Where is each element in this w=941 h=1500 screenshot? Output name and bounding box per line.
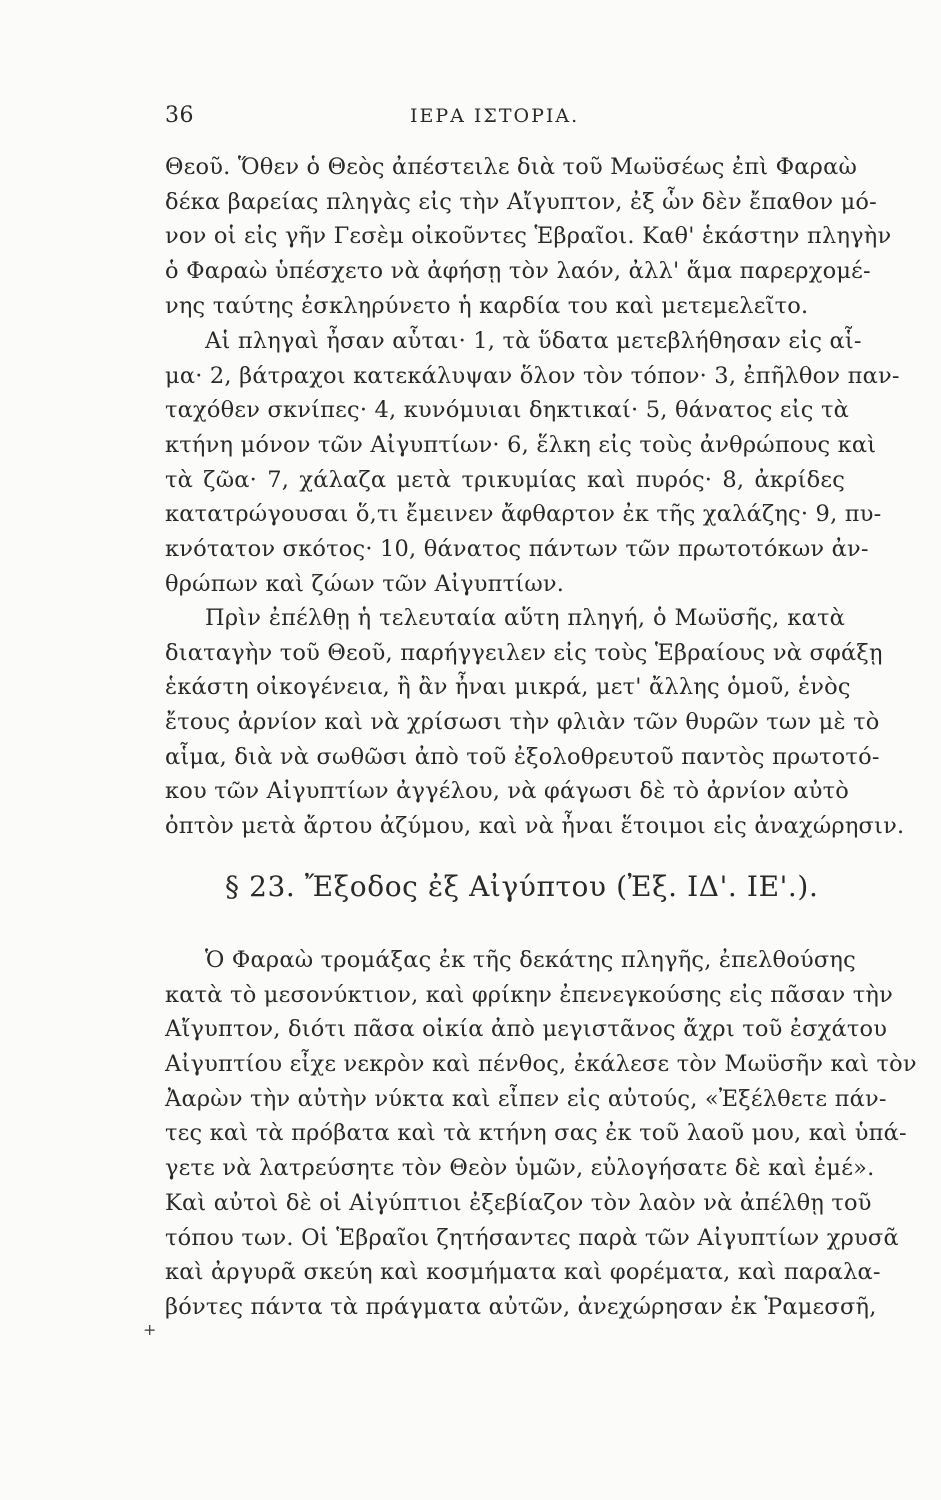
text-line: ὀπτὸν μετὰ ἄρτου ἀζύμου, καὶ νὰ ἦναι ἕτοιμοι εἰς ἀναχώρησιν.: [165, 813, 905, 840]
page-header: [165, 103, 845, 133]
text-line: κτήνη μόνον τῶν Αἰγυπτίων· 6, ἕλκη εἰς τοὺς ἀνθρώπους καὶ: [165, 432, 877, 459]
text-line: αἷμα, διὰ νὰ σωθῶσι ἀπὸ τοῦ ἐξολοθρευτοῦ παντὸς πρωτοτό-: [165, 743, 880, 770]
paragraph-4: [165, 943, 917, 1325]
text-line: τόπου των. Οἱ Ἑβραῖοι ζητήσαντες παρὰ τῶν Αἰγυπτίων χρυσᾶ: [165, 1224, 899, 1251]
text-line: Θεοῦ. Ὅθεν ὁ Θεὸς ἀπέστειλε διὰ τοῦ Μωϋσέως ἐπὶ Φαραὼ: [165, 154, 858, 180]
text-line: ἑκάστη οἰκογένεια, ἢ ἂν ἦναι μικρά, μετ' ἄλλης ὁμοῦ, ἑνὸς: [165, 674, 851, 701]
text-line: Αἴγυπτον, διότι πᾶσα οἰκία ἀπὸ μεγιστᾶνος ἄχρι τοῦ ἐσχάτου: [165, 1016, 888, 1043]
text-line: Πρὶν ἐπέλθῃ ἡ τελευταία αὕτη πληγή, ὁ Μωϋσῆς, κατὰ: [205, 605, 845, 631]
text-line: Ὁ Φαραὼ τρομάξας ἐκ τῆς δεκάτης πληγῆς, ἐπελθούσης: [205, 947, 856, 973]
text-line: Αἱ πληγαὶ ἦσαν αὗται· 1, τὰ ὕδατα μετεβλήθησαν εἰς αἷ-: [205, 328, 862, 354]
text-line: καὶ ἀργυρᾶ σκεύη καὶ κοσμήματα καὶ φορέματα, καὶ παραλα-: [165, 1259, 881, 1286]
text-line: Αἰγυπτίου εἶχε νεκρὸν καὶ πένθος, ἐκάλεσε τὸν Μωϋσῆν καὶ τὸν: [165, 1051, 917, 1078]
text-line: τες καὶ τὰ πρόβατα καὶ τὰ κτήνη σας ἐκ τοῦ λαοῦ μου, καὶ ὑπά-: [165, 1120, 907, 1147]
paragraph-1: [165, 150, 892, 323]
text-line: γετε νὰ λατρεύσητε τὸν Θεὸν ὑμῶν, εὐλογήσατε δὲ καὶ ἐμέ».: [165, 1155, 875, 1182]
paragraph-2: [165, 324, 900, 602]
text-line: κατὰ τὸ μεσονύκτιον, καὶ φρίκην ἐπενεγκούσης εἰς πᾶσαν τὴν: [165, 981, 893, 1008]
text-line: κατατρώγουσαι ὅ,τι ἔμεινεν ἄφθαρτον ἐκ τῆς χαλάζης· 9, πυ-: [165, 501, 882, 528]
text-line: Καὶ αὐτοὶ δὲ οἱ Αἰγύπτιοι ἐξεβίαζον τὸν λαὸν νὰ ἀπέλθῃ τοῦ: [165, 1189, 872, 1216]
text-line: Ἀαρὼν τὴν αὐτὴν νύκτα καὶ εἶπεν εἰς αὐτούς, «Ἐξέλθετε πάν-: [165, 1085, 887, 1112]
text-line: τὰ ζῶα· 7, χάλαζα μετὰ τρικυμίας καὶ πυρός· 8, ἀκρίδες: [165, 466, 845, 493]
page-number: 36: [165, 103, 194, 128]
text-line: βόντες πάντα τὰ πράγματα αὐτῶν, ἀνεχώρησαν ἐκ Ῥαμεσσῆ,: [165, 1293, 877, 1320]
text-line: ταχόθεν σκνίπες· 4, κυνόμυιαι δηκτικαί· 5, θάνατος εἰς τὰ: [165, 397, 849, 424]
text-line: δέκα βαρείας πληγὰς εἰς τὴν Αἴγυπτον, ἐξ ὧν δὲν ἔπαθον μό-: [165, 188, 877, 215]
text-line: θρώπων καὶ ζώων τῶν Αἰγυπτίων.: [165, 570, 565, 597]
running-head: ΙΕΡΑ ΙΣΤΟΡΙΑ.: [410, 105, 580, 127]
section-heading: § 23. Ἔξοδος ἐξ Αἰγύπτου (Ἐξ. ΙΔ'. ΙΕ'.).: [225, 870, 819, 903]
text-line: διαταγὴν τοῦ Θεοῦ, παρήγγειλεν εἰς τοὺς Ἑβραίους νὰ σφάξῃ: [165, 639, 883, 666]
text-line: ἔτους ἀρνίον καὶ νὰ χρίσωσι τὴν φλιὰν τῶν θυρῶν των μὲ τὸ: [165, 709, 880, 736]
text-line: μα· 2, βάτραχοι κατεκάλυψαν ὅλον τὸν τόπον· 3, ἐπῆλθον παν-: [165, 362, 900, 389]
margin-mark: +: [143, 1320, 157, 1339]
text-line: νης ταύτης ἐσκληρύνετο ἡ καρδία του καὶ μετεμελεῖτο.: [165, 292, 809, 319]
text-line: κνότατον σκότος· 10, θάνατος πάντων τῶν πρωτοτόκων ἀν-: [165, 536, 869, 563]
text-line: νον οἱ εἰς γῆν Γεσὲμ οἰκοῦντες Ἑβραῖοι. Καθ' ἑκάστην πληγὴν: [165, 223, 892, 250]
text-line: κου τῶν Αἰγυπτίων ἀγγέλου, νὰ φάγωσι δὲ τὸ ἀρνίον αὐτὸ: [165, 778, 850, 805]
paragraph-3: [165, 601, 905, 844]
text-line: ὁ Φαραὼ ὑπέσχετο νὰ ἀφήσῃ τὸν λαόν, ἀλλ' ἅμα παρερχομέ-: [165, 258, 871, 285]
